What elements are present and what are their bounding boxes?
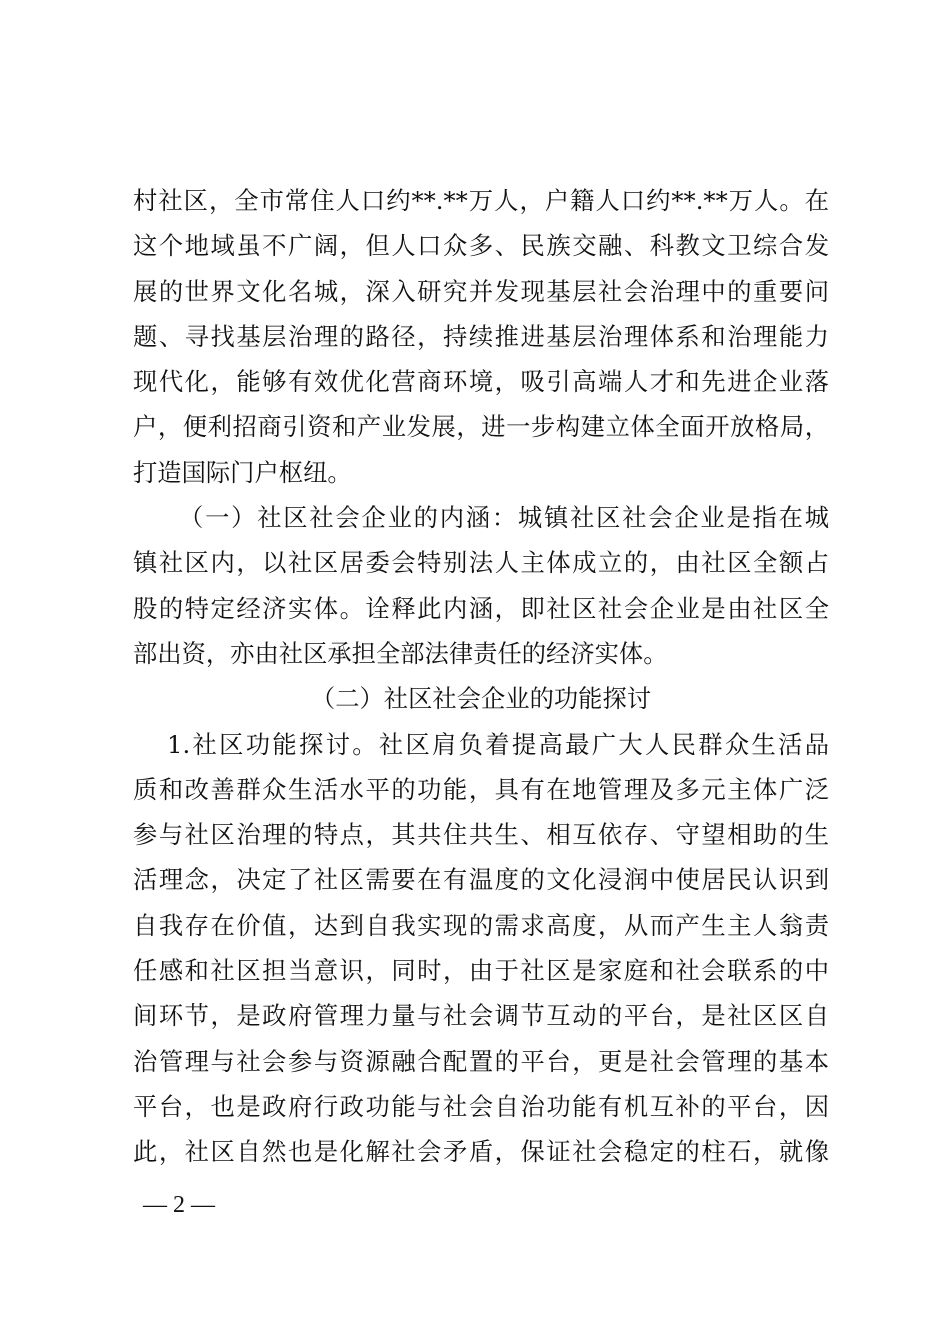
- paragraph-line: 质和改善群众生活水平的功能，具有在地管理及多元主体广泛: [133, 774, 829, 804]
- paragraph-line: 1.社区功能探讨。社区肩负着提高最广大人民群众生活品: [167, 729, 829, 759]
- paragraph-line: 展的世界文化名城，深入研究并发现基层社会治理中的重要问: [133, 276, 829, 306]
- paragraph-line: 此，社区自然也是化解社会矛盾，保证社会稳定的柱石，就像: [133, 1137, 829, 1167]
- paragraph-line: 间环节，是政府管理力量与社会调节互动的平台，是社区区自: [133, 1001, 829, 1031]
- paragraph-line: 股的特定经济实体。诠释此内涵，即社区社会企业是由社区全: [133, 593, 829, 623]
- paragraph-line: 题、寻找基层治理的路径，持续推进基层治理体系和治理能力: [133, 321, 829, 351]
- paragraph-line: 村社区，全市常住人口约**.**万人，户籍人口约**.**万人。在: [133, 186, 829, 215]
- paragraph-line: 部出资，亦由社区承担全部法律责任的经济实体。: [133, 638, 668, 668]
- paragraph-line: 活理念，决定了社区需要在有温度的文化浸润中使居民认识到: [133, 865, 829, 895]
- paragraph-line: 自我存在价值，达到自我实现的需求高度，从而产生主人翁责: [133, 910, 829, 940]
- paragraph-line: 户，便利招商引资和产业发展，进一步构建立体全面开放格局，: [133, 412, 829, 442]
- section-heading: （二）社区社会企业的功能探讨: [310, 684, 652, 714]
- paragraph-line: 现代化，能够有效优化营商环境，吸引高端人才和先进企业落: [133, 367, 829, 397]
- paragraph-line: 镇社区内，以社区居委会特别法人主体成立的，由社区全额占: [133, 548, 829, 578]
- section-heading-line: （一）社区社会企业的内涵：城镇社区社会企业是指在城: [179, 503, 829, 533]
- paragraph-line: 打造国际门户枢纽。: [133, 457, 352, 487]
- paragraph-line: 平台，也是政府行政功能与社会自治功能有机互补的平台，因: [133, 1091, 829, 1121]
- page-number: — 2 —: [143, 1192, 215, 1218]
- paragraph-line: 任感和社区担当意识，同时，由于社区是家庭和社会联系的中: [133, 956, 829, 986]
- body-text: [133, 178, 829, 1175]
- paragraph-line: 这个地域虽不广阔，但人口众多、民族交融、科教文卫综合发: [133, 231, 829, 261]
- paragraph-line: 治管理与社会参与资源融合配置的平台，更是社会管理的基本: [133, 1046, 829, 1076]
- paragraph-line: 参与社区治理的特点，其共住共生、相互依存、守望相助的生: [133, 820, 829, 850]
